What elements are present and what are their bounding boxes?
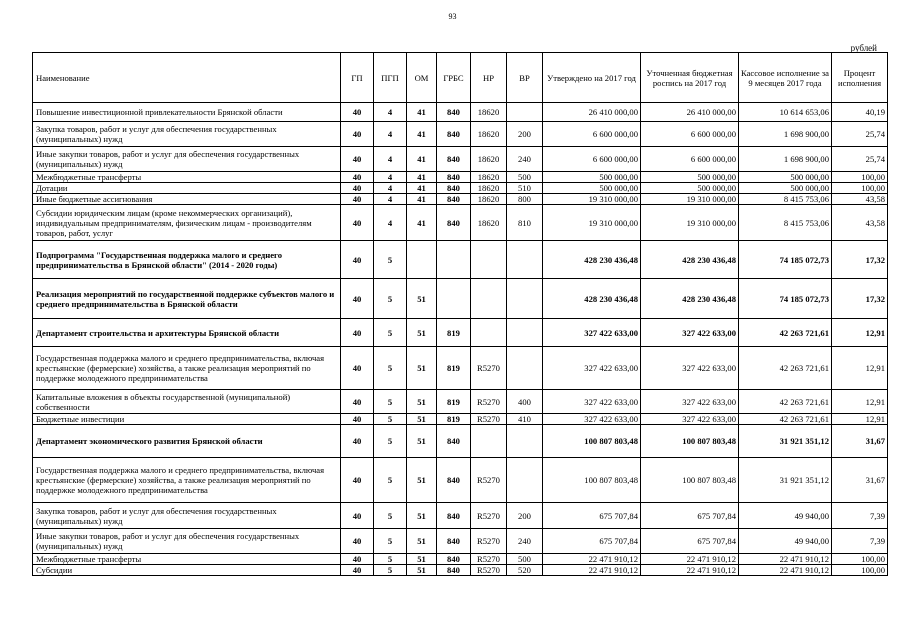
cell-pgp: 5 (374, 279, 407, 319)
col-header-gp: ГП (341, 53, 374, 103)
cell-om: 51 (407, 529, 437, 554)
cell-vr (507, 425, 543, 458)
cell-approved: 327 422 633,00 (543, 347, 641, 390)
cell-grbs: 840 (437, 183, 471, 194)
col-header-om: ОМ (407, 53, 437, 103)
cell-pgp: 5 (374, 458, 407, 503)
cell-name: Субсидии юридическим лицам (кроме некоммерческих организаций), индивидуальным предпринимателям, физическим лицам - производителям товаров, работ, услуг (33, 205, 341, 241)
cell-percent: 40,19 (832, 103, 888, 122)
cell-pgp: 5 (374, 319, 407, 347)
cell-percent: 25,74 (832, 147, 888, 172)
cell-percent: 100,00 (832, 565, 888, 576)
cell-percent: 43,58 (832, 194, 888, 205)
cell-refined: 327 422 633,00 (641, 319, 739, 347)
table-row (33, 279, 888, 319)
cell-cash: 500 000,00 (739, 172, 832, 183)
cell-approved: 26 410 000,00 (543, 103, 641, 122)
cell-nr (471, 279, 507, 319)
cell-cash: 74 185 072,73 (739, 241, 832, 279)
table-row (33, 205, 888, 241)
cell-gp: 40 (341, 147, 374, 172)
cell-nr (471, 319, 507, 347)
cell-nr: R5270 (471, 347, 507, 390)
cell-approved: 500 000,00 (543, 183, 641, 194)
cell-approved: 327 422 633,00 (543, 319, 641, 347)
cell-grbs: 819 (437, 414, 471, 425)
cell-percent: 43,58 (832, 205, 888, 241)
cell-percent: 17,32 (832, 241, 888, 279)
cell-om: 51 (407, 279, 437, 319)
cell-om: 51 (407, 390, 437, 414)
cell-cash: 22 471 910,12 (739, 554, 832, 565)
cell-vr (507, 319, 543, 347)
cell-pgp: 4 (374, 205, 407, 241)
page-number: 93 (448, 12, 457, 21)
cell-nr: 18620 (471, 122, 507, 147)
cell-grbs: 840 (437, 458, 471, 503)
cell-percent: 17,32 (832, 279, 888, 319)
cell-percent: 7,39 (832, 529, 888, 554)
cell-nr: R5270 (471, 503, 507, 529)
table-header-row (33, 53, 888, 103)
cell-gp: 40 (341, 347, 374, 390)
cell-gp: 40 (341, 279, 374, 319)
cell-vr: 200 (507, 503, 543, 529)
cell-om: 41 (407, 172, 437, 183)
cell-approved: 428 230 436,48 (543, 279, 641, 319)
table-row (33, 529, 888, 554)
cell-cash: 8 415 753,06 (739, 194, 832, 205)
cell-nr: R5270 (471, 390, 507, 414)
col-header-grbs: ГРБС (437, 53, 471, 103)
table-row (33, 458, 888, 503)
cell-pgp: 4 (374, 172, 407, 183)
cell-grbs: 840 (437, 565, 471, 576)
cell-nr: R5270 (471, 554, 507, 565)
cell-vr: 400 (507, 390, 543, 414)
cell-name: Государственная поддержка малого и среднего предпринимательства, включая крестьянские (фермерские) хозяйства, а также реализация мероприятий по поддержке молодежного предпринимательства (33, 458, 341, 503)
cell-om: 51 (407, 425, 437, 458)
cell-om: 51 (407, 554, 437, 565)
cell-percent: 12,91 (832, 390, 888, 414)
table-row (33, 183, 888, 194)
cell-om: 51 (407, 347, 437, 390)
cell-gp: 40 (341, 414, 374, 425)
cell-om: 41 (407, 183, 437, 194)
cell-refined: 6 600 000,00 (641, 147, 739, 172)
cell-refined: 428 230 436,48 (641, 241, 739, 279)
cell-name: Департамент экономического развития Брянской области (33, 425, 341, 458)
cell-cash: 500 000,00 (739, 183, 832, 194)
cell-om: 41 (407, 147, 437, 172)
cell-grbs: 819 (437, 319, 471, 347)
table-row (33, 103, 888, 122)
budget-table (32, 52, 888, 576)
table-row (33, 194, 888, 205)
cell-percent: 12,91 (832, 347, 888, 390)
cell-cash: 42 263 721,61 (739, 414, 832, 425)
cell-nr: 18620 (471, 194, 507, 205)
cell-approved: 22 471 910,12 (543, 565, 641, 576)
cell-name: Реализация мероприятий по государственной поддержке субъектов малого и среднего предпринимательства в Брянской области (33, 279, 341, 319)
cell-grbs: 840 (437, 425, 471, 458)
cell-approved: 19 310 000,00 (543, 194, 641, 205)
cell-cash: 22 471 910,12 (739, 565, 832, 576)
cell-om: 41 (407, 122, 437, 147)
cell-om: 41 (407, 205, 437, 241)
cell-cash: 49 940,00 (739, 529, 832, 554)
cell-nr: 18620 (471, 183, 507, 194)
cell-grbs: 840 (437, 122, 471, 147)
cell-pgp: 5 (374, 529, 407, 554)
cell-cash: 42 263 721,61 (739, 319, 832, 347)
cell-refined: 100 807 803,48 (641, 425, 739, 458)
cell-cash: 42 263 721,61 (739, 390, 832, 414)
cell-grbs: 840 (437, 147, 471, 172)
cell-percent: 100,00 (832, 183, 888, 194)
cell-pgp: 5 (374, 554, 407, 565)
table-row (33, 147, 888, 172)
cell-vr: 500 (507, 172, 543, 183)
cell-nr: R5270 (471, 565, 507, 576)
cell-name: Закупка товаров, работ и услуг для обеспечения государственных (муниципальных) нужд (33, 503, 341, 529)
col-header-name: Наименование (33, 53, 341, 103)
cell-grbs: 840 (437, 503, 471, 529)
cell-name: Дотации (33, 183, 341, 194)
cell-percent: 31,67 (832, 458, 888, 503)
table-row (33, 414, 888, 425)
cell-name: Межбюджетные трансферты (33, 172, 341, 183)
cell-gp: 40 (341, 205, 374, 241)
units-label: рублей (850, 43, 877, 53)
cell-approved: 327 422 633,00 (543, 390, 641, 414)
cell-refined: 26 410 000,00 (641, 103, 739, 122)
cell-pgp: 5 (374, 241, 407, 279)
cell-gp: 40 (341, 183, 374, 194)
cell-refined: 22 471 910,12 (641, 565, 739, 576)
cell-name: Закупка товаров, работ и услуг для обеспечения государственных (муниципальных) нужд (33, 122, 341, 147)
cell-cash: 1 698 900,00 (739, 122, 832, 147)
cell-vr: 240 (507, 147, 543, 172)
cell-grbs: 840 (437, 529, 471, 554)
cell-cash: 49 940,00 (739, 503, 832, 529)
cell-percent: 31,67 (832, 425, 888, 458)
cell-nr (471, 425, 507, 458)
cell-refined: 675 707,84 (641, 529, 739, 554)
table-row (33, 241, 888, 279)
cell-pgp: 4 (374, 194, 407, 205)
col-header-vr: ВР (507, 53, 543, 103)
cell-cash: 31 921 351,12 (739, 425, 832, 458)
cell-approved: 675 707,84 (543, 503, 641, 529)
cell-vr: 520 (507, 565, 543, 576)
cell-name: Повышение инвестиционной привлекательности Брянской области (33, 103, 341, 122)
cell-om (407, 241, 437, 279)
cell-refined: 19 310 000,00 (641, 205, 739, 241)
table-row (33, 390, 888, 414)
cell-cash: 74 185 072,73 (739, 279, 832, 319)
cell-vr: 240 (507, 529, 543, 554)
cell-refined: 428 230 436,48 (641, 279, 739, 319)
cell-om: 51 (407, 319, 437, 347)
cell-pgp: 4 (374, 122, 407, 147)
cell-vr: 410 (507, 414, 543, 425)
cell-pgp: 5 (374, 425, 407, 458)
cell-refined: 6 600 000,00 (641, 122, 739, 147)
cell-grbs: 819 (437, 390, 471, 414)
col-header-approved: Утверждено на 2017 год (543, 53, 641, 103)
cell-cash: 8 415 753,06 (739, 205, 832, 241)
cell-refined: 500 000,00 (641, 183, 739, 194)
cell-nr: 18620 (471, 103, 507, 122)
cell-percent: 12,91 (832, 319, 888, 347)
table-row (33, 503, 888, 529)
cell-approved: 100 807 803,48 (543, 458, 641, 503)
cell-pgp: 5 (374, 390, 407, 414)
cell-gp: 40 (341, 172, 374, 183)
cell-grbs: 819 (437, 347, 471, 390)
cell-vr (507, 279, 543, 319)
cell-name: Капитальные вложения в объекты государственной (муниципальной) собственности (33, 390, 341, 414)
cell-pgp: 5 (374, 503, 407, 529)
cell-nr: R5270 (471, 529, 507, 554)
cell-gp: 40 (341, 390, 374, 414)
table-body (33, 103, 888, 576)
cell-percent: 100,00 (832, 554, 888, 565)
cell-gp: 40 (341, 425, 374, 458)
table-row (33, 425, 888, 458)
table-row (33, 554, 888, 565)
cell-grbs: 840 (437, 172, 471, 183)
col-header-refined: Уточненная бюджетная роспись на 2017 год (641, 53, 739, 103)
cell-grbs: 840 (437, 103, 471, 122)
cell-vr: 510 (507, 183, 543, 194)
cell-om: 51 (407, 503, 437, 529)
cell-gp: 40 (341, 554, 374, 565)
cell-approved: 675 707,84 (543, 529, 641, 554)
cell-approved: 6 600 000,00 (543, 147, 641, 172)
cell-vr (507, 458, 543, 503)
cell-cash: 31 921 351,12 (739, 458, 832, 503)
cell-grbs: 840 (437, 205, 471, 241)
cell-cash: 10 614 653,06 (739, 103, 832, 122)
cell-approved: 428 230 436,48 (543, 241, 641, 279)
cell-percent: 25,74 (832, 122, 888, 147)
cell-refined: 327 422 633,00 (641, 390, 739, 414)
cell-gp: 40 (341, 458, 374, 503)
cell-pgp: 4 (374, 147, 407, 172)
table-row (33, 172, 888, 183)
cell-gp: 40 (341, 103, 374, 122)
cell-vr (507, 241, 543, 279)
cell-approved: 6 600 000,00 (543, 122, 641, 147)
cell-vr: 500 (507, 554, 543, 565)
cell-percent: 12,91 (832, 414, 888, 425)
cell-name: Субсидии (33, 565, 341, 576)
cell-percent: 7,39 (832, 503, 888, 529)
cell-nr: 18620 (471, 172, 507, 183)
cell-gp: 40 (341, 503, 374, 529)
col-header-percent: Процент исполнения (832, 53, 888, 103)
cell-name: Иные закупки товаров, работ и услуг для обеспечения государственных (муниципальных) нужд (33, 147, 341, 172)
cell-pgp: 4 (374, 103, 407, 122)
cell-vr: 200 (507, 122, 543, 147)
cell-name: Государственная поддержка малого и среднего предпринимательства, включая крестьянские (фермерские) хозяйства, а также реализация мероприятий по поддержке молодежного предпринимательства (33, 347, 341, 390)
cell-grbs (437, 279, 471, 319)
cell-refined: 327 422 633,00 (641, 414, 739, 425)
cell-refined: 675 707,84 (641, 503, 739, 529)
cell-vr: 810 (507, 205, 543, 241)
cell-gp: 40 (341, 529, 374, 554)
cell-refined: 22 471 910,12 (641, 554, 739, 565)
cell-percent: 100,00 (832, 172, 888, 183)
cell-nr: 18620 (471, 147, 507, 172)
cell-approved: 22 471 910,12 (543, 554, 641, 565)
cell-gp: 40 (341, 241, 374, 279)
cell-pgp: 5 (374, 414, 407, 425)
cell-om: 41 (407, 103, 437, 122)
cell-grbs: 840 (437, 194, 471, 205)
cell-grbs (437, 241, 471, 279)
cell-approved: 500 000,00 (543, 172, 641, 183)
cell-name: Бюджетные инвестиции (33, 414, 341, 425)
col-header-pgp: ПГП (374, 53, 407, 103)
cell-name: Подпрограмма "Государственная поддержка малого и среднего предпринимательства в Брянской области" (2014 - 2020 годы) (33, 241, 341, 279)
cell-refined: 500 000,00 (641, 172, 739, 183)
cell-nr (471, 241, 507, 279)
cell-grbs: 840 (437, 554, 471, 565)
cell-pgp: 5 (374, 565, 407, 576)
cell-gp: 40 (341, 194, 374, 205)
col-header-cash: Кассовое исполнение за 9 месяцев 2017 года (739, 53, 832, 103)
cell-approved: 327 422 633,00 (543, 414, 641, 425)
table-row (33, 347, 888, 390)
cell-om: 51 (407, 414, 437, 425)
cell-om: 51 (407, 458, 437, 503)
cell-gp: 40 (341, 122, 374, 147)
cell-gp: 40 (341, 319, 374, 347)
cell-approved: 100 807 803,48 (543, 425, 641, 458)
table-row (33, 319, 888, 347)
cell-name: Иные бюджетные ассигнования (33, 194, 341, 205)
cell-vr (507, 347, 543, 390)
cell-nr: R5270 (471, 414, 507, 425)
cell-pgp: 5 (374, 347, 407, 390)
table-row (33, 565, 888, 576)
cell-refined: 100 807 803,48 (641, 458, 739, 503)
cell-pgp: 4 (374, 183, 407, 194)
table-row (33, 122, 888, 147)
cell-name: Иные закупки товаров, работ и услуг для обеспечения государственных (муниципальных) нужд (33, 529, 341, 554)
cell-cash: 1 698 900,00 (739, 147, 832, 172)
cell-approved: 19 310 000,00 (543, 205, 641, 241)
cell-name: Департамент строительства и архитектуры Брянской области (33, 319, 341, 347)
cell-vr (507, 103, 543, 122)
cell-refined: 19 310 000,00 (641, 194, 739, 205)
cell-nr: R5270 (471, 458, 507, 503)
cell-om: 41 (407, 194, 437, 205)
col-header-nr: НР (471, 53, 507, 103)
cell-cash: 42 263 721,61 (739, 347, 832, 390)
cell-gp: 40 (341, 565, 374, 576)
cell-om: 51 (407, 565, 437, 576)
cell-vr: 800 (507, 194, 543, 205)
cell-nr: 18620 (471, 205, 507, 241)
cell-refined: 327 422 633,00 (641, 347, 739, 390)
cell-name: Межбюджетные трансферты (33, 554, 341, 565)
